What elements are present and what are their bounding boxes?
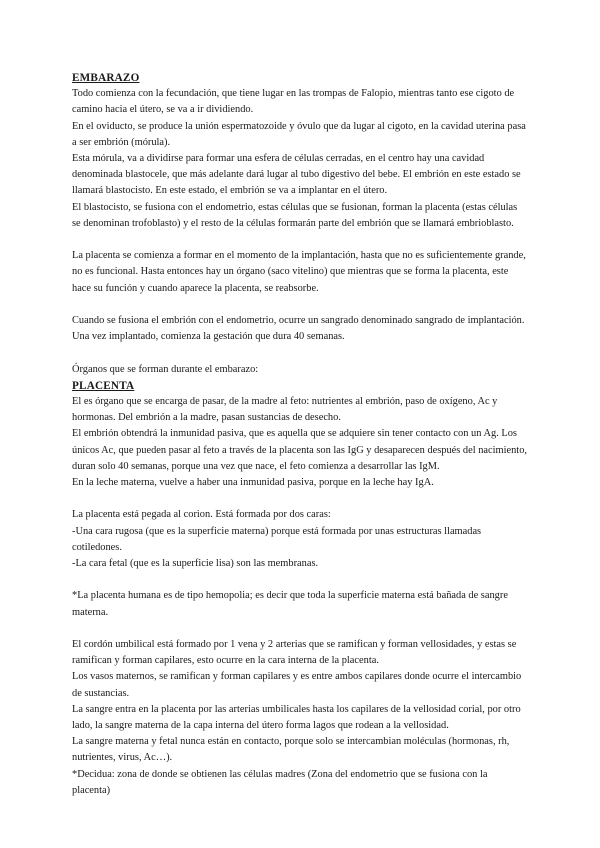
blank-line: [72, 232, 528, 248]
section-heading-embarazo: EMBARAZO: [72, 72, 140, 84]
blank-line: [72, 297, 528, 313]
paragraph: El embrión obtendrá la inmunidad pasiva, que es aquella que se adquiere sin tener contacto con un Ag. Los únicos Ac, que pueden pasar al feto a través de la placenta son las IgG y desaparecen después del nacimiento, duran solo 40 semanas, porque una vez que nace, el feto comienza a desarrollar las IgM.: [72, 428, 527, 472]
paragraph: En el oviducto, se produce la unión espermatozoide y óvulo que da lugar al cigoto, en la cavidad uterina pasa a ser embrión (mórula).: [72, 120, 526, 148]
blank-line: [72, 491, 528, 507]
paragraph: El blastocisto, se fusiona con el endometrio, estas células que se fusionan, forman la placenta (estas células se denominan trofoblasto) y el resto de la células formarán parte del embrión que se llamará embrioblasto.: [72, 201, 518, 229]
blank-line: [72, 345, 528, 361]
paragraph: *La placenta humana es de tipo hemopolia; es decir que toda la superficie materna está bañada de sangre materna.: [72, 590, 508, 618]
paragraph: El es órgano que se encarga de pasar, de la madre al feto: nutrientes al embrión, paso de oxígeno, Ac y hormonas. Del embrión a la madre, pasan sustancias de desecho.: [72, 396, 498, 424]
paragraph: La sangre materna y fetal nunca están en contacto, porque solo se intercambian moléculas (hormonas, rh, nutrientes, virus, Ac…).: [72, 736, 510, 764]
paragraph: *Decidua: zona de donde se obtienen las células madres (Zona del endometrio que se fusiona con la placenta): [72, 768, 488, 796]
paragraph: -Una cara rugosa (que es la superficie materna) porque está formada por unas estructuras llamadas cotiledones.: [72, 525, 482, 553]
document-page: [72, 70, 528, 799]
paragraph: La sangre entra en la placenta por las arterias umbilicales hasta los capilares de la vellosidad corial, por otro lado, la sangre materna de la capa interna del útero forma lagos que rodean a la vellosidad.: [72, 703, 521, 732]
paragraph: La placenta está pegada al corion. Está formada por dos caras:: [72, 509, 331, 521]
blank-line: [72, 621, 528, 637]
paragraph: -La cara fetal (que es la superficie lisa) son las membranas.: [72, 558, 319, 570]
paragraph: El cordón umbilical está formado por 1 vena y 2 arterias que se ramifican y forman vellosidades, y estas se ramifican y forman capilares, esto ocurre en la cara interna de la placenta.: [72, 639, 517, 667]
paragraph: Los vasos maternos, se ramifican y forman capilares y es entre ambos capilares donde ocurre el intercambio de sustancias.: [72, 671, 522, 699]
paragraph: La placenta se comienza a formar en el momento de la implantación, hasta que no es suficientemente grande, no es funcional. Hasta entonces hay un órgano (saco vitelino) que mientras que se forma la placenta, este hace su función y cuando aparece la placenta, se reabsorbe.: [72, 250, 526, 294]
paragraph: Todo comienza con la fecundación, que tiene lugar en las trompas de Falopio, mientras tanto ese cigoto de camino hacia el útero, se va a ir dividiendo.: [72, 88, 515, 116]
paragraph: Esta mórula, va a dividirse para formar una esfera de células cerradas, en el centro hay una cavidad denominada blastocele, que más adelante dará lugar al tubo digestivo del bebe. El embrión en este estado se llamará blastocisto. En este estado, el embrión se va a implantar en el útero.: [72, 153, 521, 197]
paragraph: En la leche materna, vuelve a haber una inmunidad pasiva, porque en la leche hay IgA.: [72, 477, 434, 489]
section-heading-placenta: PLACENTA: [72, 379, 135, 392]
blank-line: [72, 572, 528, 588]
paragraph: Órganos que se forman durante el embarazo:: [72, 363, 259, 375]
paragraph: Cuando se fusiona el embrión con el endometrio, ocurre un sangrado denominado sangrado de implantación. Una vez implantado, comienza la gestación que dura 40 semanas.: [72, 315, 525, 343]
